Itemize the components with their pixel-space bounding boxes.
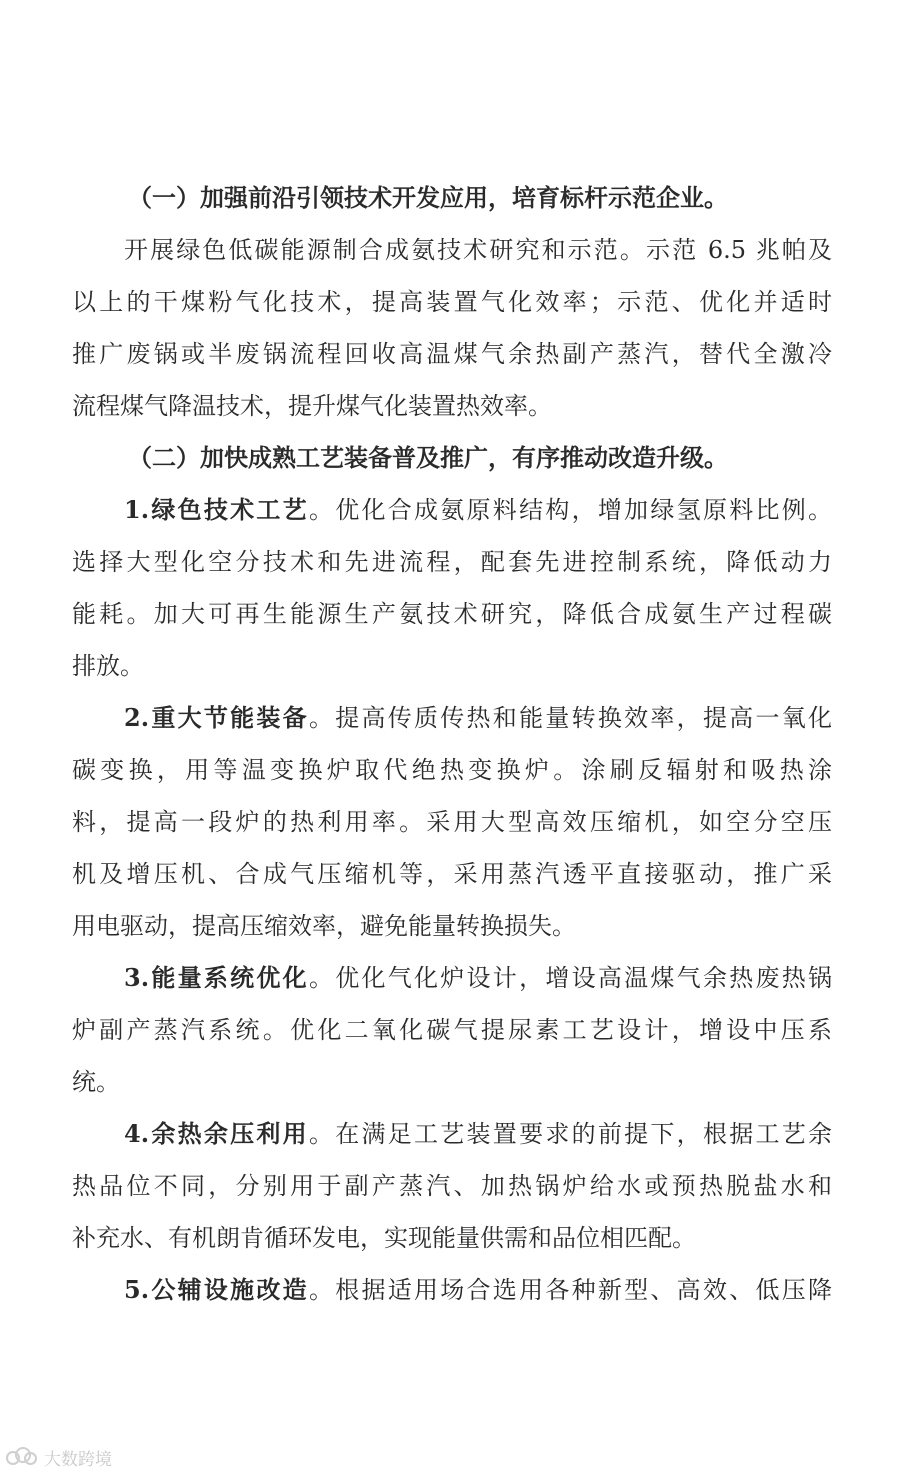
line-text: 选择大型化空分技术和先进流程，配套先进控制系统，降低动力: [72, 548, 832, 576]
line-text: 热品位不同，分别用于副产蒸汽、加热锅炉给水或预热脱盐水和: [72, 1172, 832, 1200]
line-text: 。提高传质传热和能量转换效率，提高一氧化: [308, 704, 833, 732]
watermark: [6, 1445, 112, 1470]
line-text: 推广废锅或半废锅流程回收高温煤气余热副产蒸汽，替代全激冷: [72, 340, 832, 368]
dashu-logo-icon: [6, 1447, 38, 1469]
text-line: [72, 1212, 832, 1264]
text-line: [72, 1160, 832, 1212]
text-line: [72, 1056, 832, 1108]
text-line: [72, 1108, 832, 1160]
text-line: [72, 848, 832, 900]
line-text: 开展绿色低碳能源制合成氨技术研究和示范。示范 6.5 兆帕及: [124, 236, 832, 264]
item-title: 3.能量系统优化: [124, 963, 309, 992]
text-line: [72, 1264, 832, 1316]
line-text: 补充水、有机朗肯循环发电，实现能量供需和品位相匹配。: [72, 1224, 696, 1252]
item-title: 4.余热余压利用: [124, 1119, 309, 1148]
text-line: [72, 692, 832, 744]
line-text: 统。: [72, 1068, 120, 1096]
line-text: （二）加快成熟工艺装备普及推广，有序推动改造升级。: [128, 443, 728, 472]
line-text: 。在满足工艺装置要求的前提下，根据工艺余: [308, 1120, 833, 1148]
text-line: [72, 744, 832, 796]
item-title: 5.公辅设施改造: [124, 1275, 309, 1304]
section-heading: [72, 172, 832, 224]
line-text: 能耗。加大可再生能源生产氨技术研究，降低合成氨生产过程碳: [72, 600, 832, 628]
item-title: 1.绿色技术工艺: [124, 495, 309, 524]
text-line: [72, 536, 832, 588]
item-title: 2.重大节能装备: [124, 703, 309, 732]
line-text: 以上的干煤粉气化技术，提高装置气化效率；示范、优化并适时: [72, 288, 832, 316]
line-text: 。根据适用场合选用各种新型、高效、低压降: [308, 1276, 833, 1304]
line-text: 。优化气化炉设计，增设高温煤气余热废热锅: [308, 964, 833, 992]
text-line: [72, 588, 832, 640]
text-line: [72, 952, 832, 1004]
section-heading: [72, 432, 832, 484]
text-line: [72, 328, 832, 380]
line-text: 排放。: [72, 652, 144, 680]
text-line: [72, 796, 832, 848]
line-text: 料，提高一段炉的热利用率。采用大型高效压缩机，如空分空压: [72, 808, 832, 836]
line-text: 碳变换，用等温变换炉取代绝热变换炉。涂刷反辐射和吸热涂: [72, 756, 832, 784]
line-text: （一）加强前沿引领技术开发应用，培育标杆示范企业。: [128, 183, 728, 212]
text-line: [72, 484, 832, 536]
text-line: [72, 640, 832, 692]
text-line: [72, 380, 832, 432]
line-text: 炉副产蒸汽系统。优化二氧化碳气提尿素工艺设计，增设中压系: [72, 1016, 832, 1044]
document-body: [72, 172, 832, 1316]
line-text: 。优化合成氨原料结构，增加绿氢原料比例。: [308, 496, 833, 524]
text-line: [72, 276, 832, 328]
text-line: [72, 900, 832, 952]
text-line: [72, 1004, 832, 1056]
text-line: [72, 224, 832, 276]
watermark-text: 大数跨境: [44, 1450, 112, 1470]
line-text: 流程煤气降温技术，提升煤气化装置热效率。: [72, 392, 552, 420]
line-text: 机及增压机、合成气压缩机等，采用蒸汽透平直接驱动，推广采: [72, 860, 832, 888]
line-text: 用电驱动，提高压缩效率，避免能量转换损失。: [72, 912, 576, 940]
